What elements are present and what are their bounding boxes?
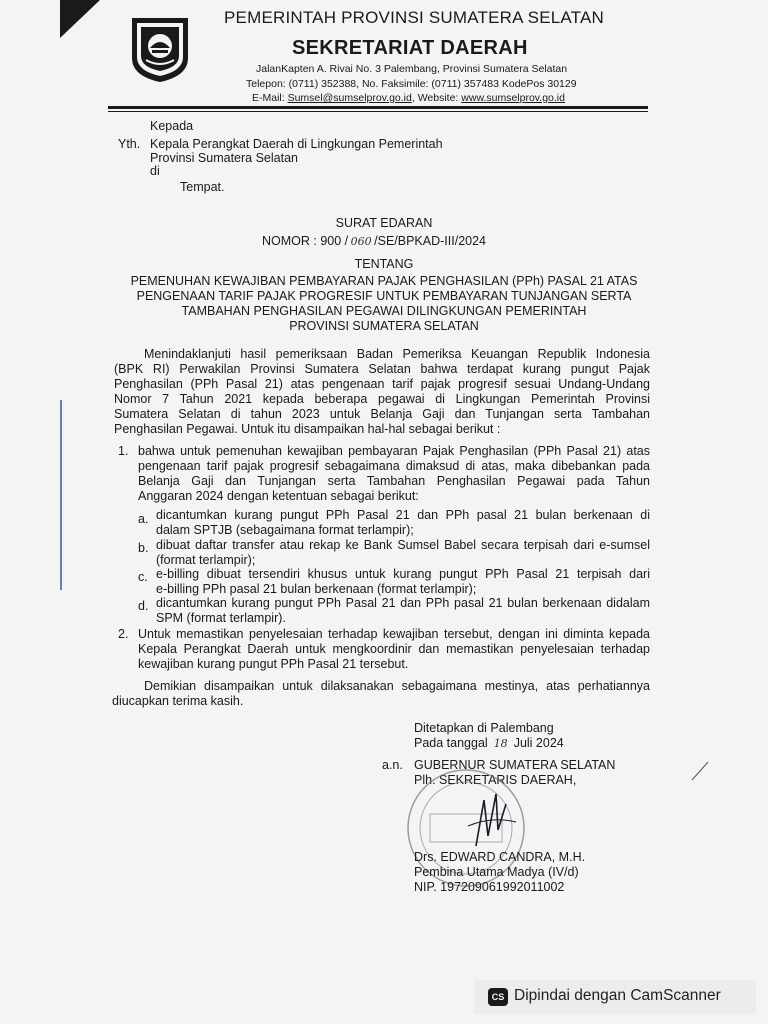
date-suffix: Juli 2024 (513, 736, 564, 750)
intro-line-2: (BPK RI) Perwakilan Provinsi Sumatera Selatan bahwa terdapat kurang pungut Pajak (114, 362, 650, 376)
letterhead-contact (252, 92, 565, 104)
signature-date (414, 736, 564, 751)
subject-line-1: PEMENUHAN KEWAJIBAN PEMBAYARAN PAJAK PENGHASILAN (PPh) PASAL 21 ATAS (130, 274, 638, 288)
point-2-line-2: Kepala Perangkat Daerah untuk mengkoordinir dan memastikan penyelesaian terhadap (138, 642, 650, 656)
document-number (262, 234, 486, 249)
sub-point-c-line-1: e-billing dibuat tersendiri khusus untuk kurang pungut PPh Pasal 21 terpisah dari (156, 567, 650, 581)
letterhead-phone: Telepon: (0711) 352388, No. Faksimile: (0711) 357483 KodePos 30129 (246, 78, 577, 90)
pen-stroke-mark (690, 760, 710, 782)
recipient-line-2: Provinsi Sumatera Selatan (150, 151, 298, 165)
sub-point-b-letter: b. (138, 541, 149, 555)
intro-line-5: Sumatera Selatan di tahun 2023 untuk Belanja Gaji dan Tunjangan serta Tambahan (114, 407, 650, 421)
point-2-line-3: kewajiban kurang pungut PPh Pasal 21 tersebut. (138, 657, 409, 671)
recipient-line-1: Kepala Perangkat Daerah di Lingkungan Pemerintah (150, 137, 443, 151)
number-suffix: /SE/BPKAD-III/2024 (374, 234, 486, 248)
website-label: , Website: (411, 92, 462, 104)
tentang-label: TENTANG (354, 257, 414, 271)
sub-point-b-line-2: (format terlampir); (156, 553, 256, 567)
intro-line-6: Penghasilan Pegawai. Untuk itu disampaikan hal-hal sebagai berikut : (114, 422, 501, 436)
closing-line-2: diucapkan terima kasih. (112, 694, 244, 708)
subject-line-4: PROVINSI SUMATERA SELATAN (289, 319, 479, 333)
sub-point-d-line-2: SPM (format terlampir). (156, 611, 286, 625)
recipient-kepada: Kepada (150, 119, 194, 133)
point-2-line-1: Untuk memastikan penyelesaian terhadap kewajiban tersebut, dengan ini diminta kepada (138, 627, 650, 641)
number-handwritten: 060 (350, 235, 372, 248)
intro-line-1: Menindaklanjuti hasil pemeriksaan Badan Pemeriksa Keuangan Republik Indonesia (144, 347, 650, 361)
margin-pen-mark (60, 400, 62, 590)
website-link: www.sumselprov.go.id (461, 92, 565, 104)
signature-place: Ditetapkan di Palembang (414, 721, 554, 735)
letterhead-rule-thin (108, 111, 648, 112)
camscanner-icon: CS (488, 988, 508, 1006)
sub-point-a-line-1: dicantumkan kurang pungut PPh Pasal 21 dan PPh pasal 21 bulan berkenaan di (156, 508, 650, 522)
email-label: E-Mail: (252, 92, 288, 104)
scanner-watermark-text: Dipindai dengan CamScanner (514, 987, 721, 1004)
signatory-name: Drs. EDWARD CANDRA, M.H. (414, 850, 586, 864)
sub-point-a-line-2: dalam SPTJB (sebagaimana format terlampir); (156, 523, 414, 537)
sub-point-b-line-1: dibuat daftar transfer atau rekap ke Bank Sumsel Babel secara terpisah dari e-sumsel (156, 538, 650, 552)
point-2-number: 2. (118, 627, 129, 641)
point-1-line-4: Anggaran 2024 dengan ketentuan sebagai berikut: (138, 489, 419, 503)
subject-line-3: TAMBAHAN PENGHASILAN PEGAWAI DILINGKUNGAN PEMERINTAH (181, 304, 587, 318)
sub-point-c-line-2: e-billing PPh pasal 21 bulan berkenaan (format terlampir); (156, 582, 477, 596)
recipient-yth: Yth. (118, 137, 141, 151)
subject-line-2: PENGENAAN TARIF PAJAK PROGRESIF UNTUK PEMBAYARAN TUNJANGAN SERTA (136, 289, 632, 303)
signatory-rank: Pembina Utama Madya (IV/d) (414, 865, 579, 879)
intro-line-3: Penghasilan (PPh Pasal 21) atas pengenaan tarif pajak progresif sesuai Undang-Undang (114, 377, 650, 391)
sub-point-d-letter: d. (138, 599, 149, 613)
recipient-tempat: Tempat. (180, 180, 225, 194)
closing-line-1: Demikian disampaikan untuk dilaksanakan sebagaimana mestinya, atas perhatiannya (144, 679, 650, 693)
intro-line-4: Nomor 7 Tahun 2021 kepada beberapa pegawai di Lingkungan Pemerintah Provinsi (114, 392, 650, 406)
point-1-number: 1. (118, 444, 129, 458)
email-link: Sumsel@sumselprov.go.id (287, 92, 412, 104)
number-prefix: NOMOR : 900 / (262, 234, 349, 248)
document-type: SURAT EDARAN (335, 216, 433, 230)
signature-title-1: GUBERNUR SUMATERA SELATAN (414, 758, 616, 772)
recipient-di: di (150, 164, 160, 178)
sub-point-a-letter: a. (138, 512, 149, 526)
point-1-line-1: bahwa untuk pemenuhan kewajiban pembayaran Pajak Penghasilan (PPh Pasal 21) atas (138, 444, 650, 458)
point-1-line-3: Belanja Gaji dan Tunjangan serta Tambahan Penghasilan Pegawai pada Tahun (138, 474, 650, 488)
signatory-nip: NIP. 197209061992011002 (414, 880, 565, 894)
handwritten-signature (462, 786, 522, 856)
letterhead-rule (108, 106, 648, 109)
letterhead-office: SEKRETARIAT DAERAH (292, 37, 528, 59)
province-emblem-logo (128, 14, 192, 84)
signature-title-2: Plh. SEKRETARIS DAERAH, (414, 773, 577, 787)
date-prefix: Pada tanggal (414, 736, 488, 750)
date-handwritten: 18 (493, 737, 508, 750)
scan-corner-mark (60, 0, 100, 38)
letterhead-address: JalanKapten A. Rivai No. 3 Palembang, Provinsi Sumatera Selatan (256, 63, 568, 75)
sub-point-c-letter: c. (138, 570, 148, 584)
signature-an: a.n. (382, 758, 403, 772)
point-1-line-2: pengenaan tarif pajak progresif sebagaimana dimaksud di atas, maka dibebankan pada (138, 459, 650, 473)
letterhead-government: PEMERINTAH PROVINSI SUMATERA SELATAN (224, 8, 605, 27)
sub-point-d-line-1: dicantumkan kurang pungut PPh Pasal 21 dan PPh pasal 21 bulan berkenaan didalam (156, 596, 650, 610)
